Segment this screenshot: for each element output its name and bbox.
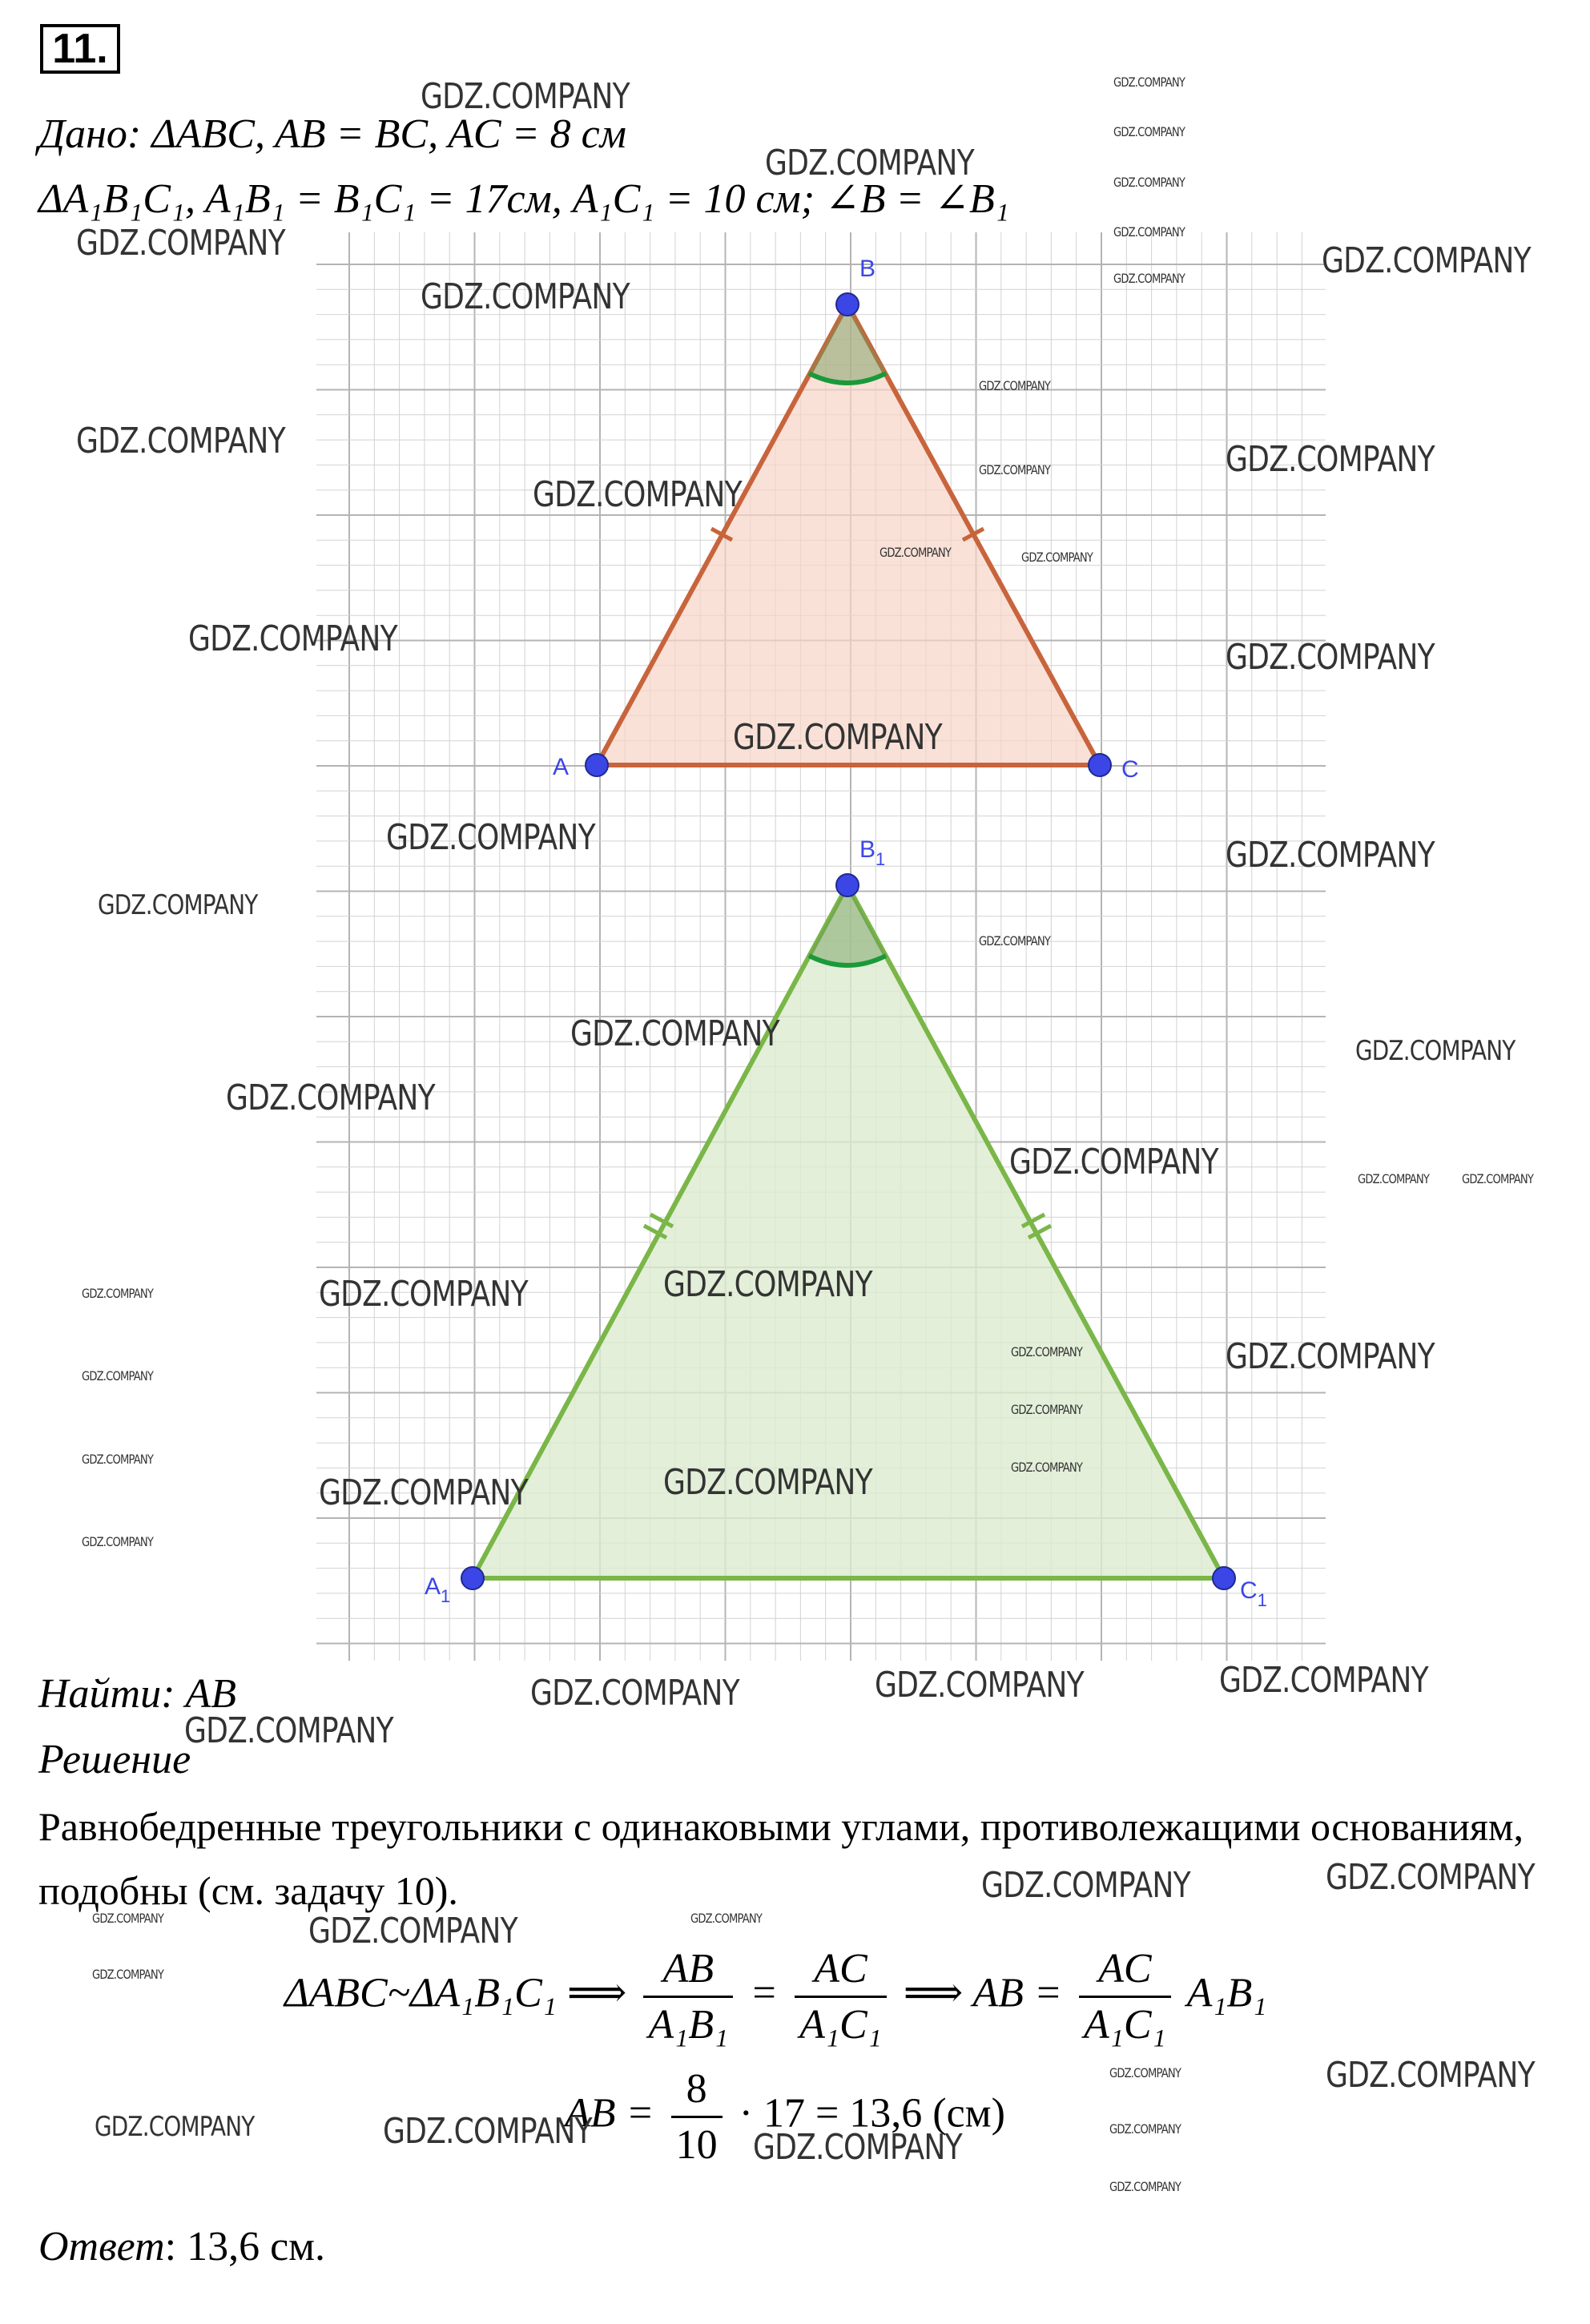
find-label: Найти xyxy=(38,1671,162,1717)
answer-label: Ответ xyxy=(38,2224,165,2270)
watermark: GDZ.COMPANY xyxy=(1219,1660,1428,1701)
watermark: GDZ.COMPANY xyxy=(1011,1402,1083,1417)
formula-similarity xyxy=(284,1945,1266,2048)
watermark: GDZ.COMPANY xyxy=(979,462,1051,477)
watermark: GDZ.COMPANY xyxy=(880,545,952,560)
watermark: GDZ.COMPANY xyxy=(1326,1857,1535,1898)
watermark: GDZ.COMPANY xyxy=(765,143,974,183)
watermark: GDZ.COMPANY xyxy=(1113,75,1185,90)
watermark: GDZ.COMPANY xyxy=(1109,2179,1181,2194)
watermark: GDZ.COMPANY xyxy=(1113,224,1185,240)
watermark: GDZ.COMPANY xyxy=(421,276,630,317)
label-c: C xyxy=(1121,756,1139,783)
watermark: GDZ.COMPANY xyxy=(753,2127,962,2168)
watermark: GDZ.COMPANY xyxy=(981,1865,1190,1906)
given-label: Дано xyxy=(38,111,127,157)
point-b xyxy=(836,293,859,316)
watermark: GDZ.COMPANY xyxy=(1113,271,1185,286)
watermark: GDZ.COMPANY xyxy=(533,474,742,515)
frac-8-10: $\frac{8}{10}$ xyxy=(671,2065,723,2169)
watermark: GDZ.COMPANY xyxy=(1322,240,1531,281)
answer-line xyxy=(38,2223,325,2270)
formula1-implies: ⟹ AB = xyxy=(903,1970,1062,2016)
formula2-tail: · 17 = 13,6 (см) xyxy=(739,2090,1005,2137)
watermark: GDZ.COMPANY xyxy=(82,1534,154,1549)
watermark: GDZ.COMPANY xyxy=(1226,835,1435,876)
formula2-lead: AB = xyxy=(565,2090,654,2137)
watermark: GDZ.COMPANY xyxy=(188,618,397,659)
watermark: GDZ.COMPANY xyxy=(1113,175,1185,190)
watermark: GDZ.COMPANY xyxy=(1355,1035,1516,1067)
watermark: GDZ.COMPANY xyxy=(733,717,942,758)
watermark: GDZ.COMPANY xyxy=(1011,1344,1083,1359)
watermark: GDZ.COMPANY xyxy=(92,1911,164,1926)
watermark: GDZ.COMPANY xyxy=(76,223,285,264)
watermark: GDZ.COMPANY xyxy=(875,1665,1084,1706)
watermark: GDZ.COMPANY xyxy=(663,1462,872,1503)
watermark: GDZ.COMPANY xyxy=(1011,1460,1083,1475)
watermark: GDZ.COMPANY xyxy=(1226,439,1435,480)
watermark: GDZ.COMPANY xyxy=(1462,1171,1534,1186)
watermark: GDZ.COMPANY xyxy=(663,1264,872,1305)
label-b1: $B_1$ xyxy=(859,836,886,869)
point-c1 xyxy=(1213,1567,1235,1589)
solution-label: Решение xyxy=(38,1737,191,1782)
problem-number: 11. xyxy=(40,24,120,74)
watermark: GDZ.COMPANY xyxy=(383,2111,592,2152)
label-a1: $A_1$ xyxy=(425,1573,451,1606)
formula1-tail: A₁B₁ xyxy=(1186,1970,1267,2016)
formula1-lead: ΔABC~ΔA₁B₁C₁ ⟹ xyxy=(284,1970,627,2016)
watermark: GDZ.COMPANY xyxy=(979,933,1051,949)
solution-text: Равнобедренные треугольники с одинаковыми углами, противолежащими основаниям, подобны (см. задачу 10). xyxy=(38,1804,1524,1913)
watermark: GDZ.COMPANY xyxy=(1226,637,1435,678)
point-c xyxy=(1089,754,1111,776)
watermark: GDZ.COMPANY xyxy=(319,1472,528,1513)
watermark: GDZ.COMPANY xyxy=(570,1013,779,1054)
answer-value: : 13,6 см. xyxy=(164,2224,326,2270)
given-line-2: ΔA₁B₁C₁, A₁B₁ = B₁C₁ = 17см, A₁C₁ = 10 см; ∠B = ∠B₁ xyxy=(38,176,1009,222)
point-b1 xyxy=(836,874,859,896)
watermark: GDZ.COMPANY xyxy=(1113,124,1185,139)
watermark: GDZ.COMPANY xyxy=(226,1077,435,1118)
watermark: GDZ.COMPANY xyxy=(530,1673,739,1714)
watermark: GDZ.COMPANY xyxy=(92,1967,164,1982)
given-values-1: : ΔABC, AB = BC, AC = 8 см xyxy=(127,111,626,157)
watermark: GDZ.COMPANY xyxy=(1358,1171,1430,1186)
watermark: GDZ.COMPANY xyxy=(82,1368,154,1384)
formula1-eq: = xyxy=(750,1970,779,2016)
watermark: GDZ.COMPANY xyxy=(95,2111,255,2143)
label-b: B xyxy=(859,256,876,282)
frac-ac-a1c1-2: $\frac{AC}{\text{A₁C₁}}$ xyxy=(1079,1945,1171,2048)
watermark: GDZ.COMPANY xyxy=(1009,1142,1218,1182)
watermark: GDZ.COMPANY xyxy=(82,1286,154,1301)
watermark: GDZ.COMPANY xyxy=(1021,550,1093,565)
watermark: GDZ.COMPANY xyxy=(76,421,285,461)
watermark: GDZ.COMPANY xyxy=(184,1710,393,1751)
watermark: GDZ.COMPANY xyxy=(308,1911,517,1951)
frac-ac-a1c1: $\frac{AC}{\text{A₁C₁}}$ xyxy=(795,1945,887,2048)
watermark: GDZ.COMPANY xyxy=(979,378,1051,393)
point-a1 xyxy=(461,1567,484,1589)
watermark: GDZ.COMPANY xyxy=(690,1911,763,1926)
watermark: GDZ.COMPANY xyxy=(98,889,258,921)
watermark: GDZ.COMPANY xyxy=(1109,2121,1181,2137)
label-a: A xyxy=(553,754,570,780)
watermark: GDZ.COMPANY xyxy=(1226,1336,1435,1377)
watermark: GDZ.COMPANY xyxy=(319,1274,528,1315)
watermark: GDZ.COMPANY xyxy=(421,76,630,117)
point-a xyxy=(586,754,608,776)
label-c1: $C_1$ xyxy=(1240,1577,1267,1610)
watermark: GDZ.COMPANY xyxy=(386,817,595,858)
watermark: GDZ.COMPANY xyxy=(1326,2055,1535,2096)
watermark: GDZ.COMPANY xyxy=(82,1452,154,1467)
watermark: GDZ.COMPANY xyxy=(1109,2065,1181,2080)
frac-ab-a1b1: $\frac{AB}{\text{A₁B₁}}$ xyxy=(643,1945,733,2048)
find-value: : AB xyxy=(161,1671,236,1717)
